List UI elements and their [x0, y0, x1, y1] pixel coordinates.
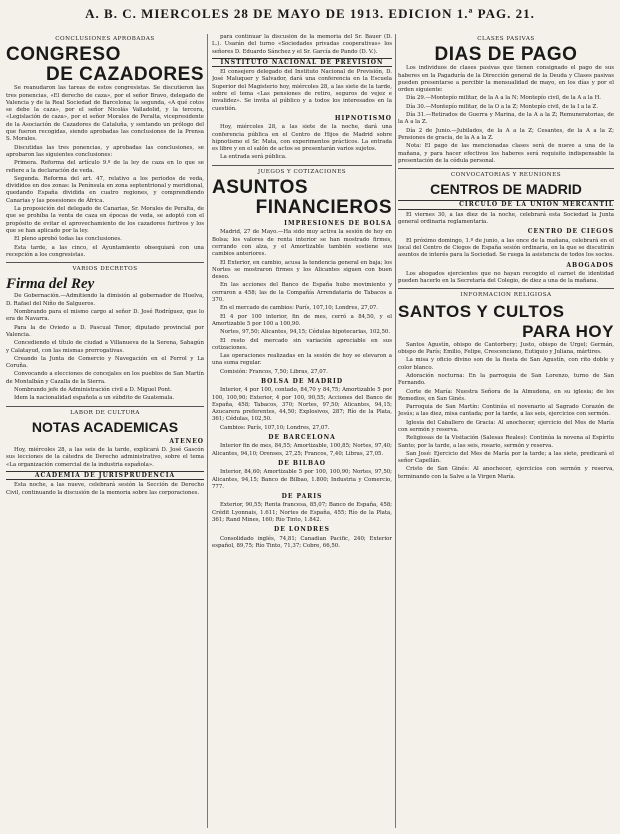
subheading: INSTITUTO NACIONAL DE PREVISION: [212, 58, 392, 67]
paragraph: Los individuos de clases pasivas que tienen consignado el pago de sus haberes en la Pagaduría de la Dirección general de la Deuda y Clases pasivas pueden presentarse a percibir la mensualidad de mayo, en los días y por el orden siguiente:: [398, 65, 614, 94]
paragraph: Esta noche, a las nueve, celebrará sesión la Sección de Derecho Civil, continuando la discusión de la memoria sobre las corporaciones.: [6, 482, 204, 496]
subheading: HIPNOTISMO: [334, 114, 392, 122]
column-1: [6, 34, 204, 828]
paragraph: Iglesia del Caballero de Gracia: Al anochecer, ejercicio del Mes de María con sermón y reserva.: [398, 419, 614, 433]
paragraph: Hoy, miércoles 28, a las siete de la noche, dará una conferencia pública en el Centro de Hijos de Madrid sobre hipnotismo el Sr. Mata, con experimentos prácticos. La entrada es libre y en el salón de actos se presentarán varios sujetos.: [212, 124, 392, 153]
paragraph: El viernes 30, a las diez de la noche, celebrará esta Sociedad la Junta general ordinaria reglamentaria.: [398, 211, 614, 226]
paragraph: Las operaciones realizadas en la sesión de hoy se elevaron a una suma regular.: [212, 353, 392, 367]
column-rule: [395, 34, 396, 828]
kicker: CONVOCATORIAS Y REUNIONES: [450, 172, 562, 179]
paragraph: El pleno aprobó todas las conclusiones.: [14, 236, 122, 243]
divider: [398, 168, 614, 169]
paragraph: La entrada será pública.: [220, 154, 287, 161]
paragraph: Día 29.—Montepío militar, de la A a la N; Montepío civil, de la A a la H.: [406, 95, 601, 102]
headline: CONGRESO: [6, 44, 121, 66]
paragraph: Interior, 4 por 100, contado, 84,70 y 84,75; Amortizable 5 por 100, 100,90; Exterior, 4 por 100, 90,55; Acciones del Banco de España, 458; Tabacos, 370; Nortes, 97,50; Alicantes, 94,15; Azucarera preferentes, 44,50; Explosivos, 287; Río de la Plata, 361; Cédulas, 102,50.: [212, 387, 392, 423]
headline: Firma del Rey: [6, 276, 95, 293]
paragraph: Nombrando para el mismo cargo al señor D. José Rodríguez, que lo era de Navarra.: [6, 309, 204, 323]
divider: [398, 288, 614, 289]
paragraph: Santos Agustín, obispo de Cantorbery; Justo, obispo de Urgel; Germán, obispo de París; Emilio, Felipe, Crescenciano, Eutiquio y Juliana, mártires.: [398, 341, 614, 356]
subheading: ACADEMIA DE JURISPRUDENCIA: [6, 471, 204, 480]
paragraph: Consolidado inglés, 74,81; Canadian Pacific, 240; Exterior español, 89,75; Río Tinto, 71,37; Cobre, 66,50.: [212, 535, 392, 549]
paragraph: La misa y oficio divino son de la fiesta de San Agustín, con rito doble y color blanco.: [398, 357, 614, 371]
subheading: DE LONDRES: [274, 526, 330, 534]
subheading: ATENEO: [169, 437, 204, 445]
paragraph: Interior, 84,60; Amortizable 5 por 100, 100,90; Nortes, 97,50; Alicantes, 94,15; Banco de Bilbao, 1.800; Industria y Comercio, 777.: [212, 469, 392, 490]
paragraph: El resto del mercado sin variación apreciable en sus cotizaciones.: [212, 337, 392, 351]
headline: ASUNTOS: [212, 177, 309, 199]
paragraph: Día 31.—Retirados de Guerra y Marina, de la A a la Z; Remuneratorias, de la A a la Z.: [398, 112, 614, 126]
subheading: DE BARCELONA: [268, 434, 336, 442]
paragraph: Hoy, miércoles 28, a las seis de la tarde, explicará D. José Gascón sus lecciones de la cátedra de Derecho administrativo, sobre el tema «La organización comercial de la industria española».: [6, 447, 204, 468]
paragraph: Los abogados ejercientes que no hayan recogido el carnet de identidad pueden hacerlo en la Secretaría del Colegio, de diez a una de la mañana.: [398, 270, 614, 285]
divider: [212, 165, 392, 166]
paragraph: El consejero delegado del Instituto Nacional de Previsión, D. José Maluquer y Salvador, dará una conferencia en la Escuela Superior del Magisterio hoy, miércoles 28, a las siete de la tarde, sobre el tema «Las pensiones de retiro, seguros de vejez e invalidez». Se invita al público y a todos los interesados en la cuestión.: [212, 69, 392, 112]
paragraph: Comisión: Francos, 7,50; Libras, 27,07.: [220, 368, 328, 375]
paragraph: Madrid, 27 de Mayo.—Ha sido muy activa la sesión de hoy en Bolsa; los valores de renta interior se han mostrado firmes, cerrando con alza, y el Amortizable también sostiene sus cambios anteriores.: [212, 229, 392, 258]
paragraph: Nortes, 97,50; Alicantes, 94,15; Cédulas hipotecarias, 102,50.: [220, 329, 391, 336]
column-3: [398, 34, 614, 828]
subheading: CENTRO DE CIEGOS: [527, 228, 614, 236]
paragraph: Esta tarde, a las cinco, el Ayuntamiento obsequiará con una recepción a los congresistas.: [6, 244, 204, 258]
column-rule: [207, 34, 208, 828]
paragraph: De Gobernación.—Admitiendo la dimisión al gobernador de Huelva, D. Rafael del Niño de Salgueros.: [6, 293, 204, 307]
paragraph: En el mercado de cambios: París, 107,10; Londres, 27,07.: [220, 305, 379, 312]
paragraph: Segunda. Reforma del art. 47, relativo a los periodos de veda, divididos en dos zonas: la Península en zona septentrional y meridional, quedando España dividida en cuatro regiones, y comprendiendo Canarias y las posesiones de África.: [6, 175, 204, 204]
headline: DE CAZADORES: [45, 64, 204, 86]
divider: [6, 406, 204, 407]
kicker: INFORMACION RELIGIOSA: [460, 292, 552, 299]
paragraph: para continuar la discusión de la memoria del Sr. Bauer (D. L.). Usarán del turno «Sociedades privadas cooperativas» los señores D. Eduardo Sánchez y el Sr. García de Pando (D. V.).: [212, 34, 392, 55]
paragraph: Corte de María: Nuestra Señora de la Almudena, en su iglesia; de los Remedios, en San Ginés.: [398, 388, 614, 402]
paragraph: San José: Ejercicio del Mes de María por la tarde; a las siete, predicará el señor Capellán.: [398, 450, 614, 465]
paragraph: Exterior, 90,55; Renta francesa, 85,07; Banco de España, 458; Crédit Lyonnais, 1.611; Nortes de España, 455; Río de la Plata, 361; Rand Mines, 160; Río Tinto, 1.842.: [212, 502, 392, 524]
headline: SANTOS Y CULTOS: [398, 301, 565, 321]
paragraph: Cambios: París, 107,10; Londres, 27,07.: [220, 424, 330, 431]
subheading: DE PARIS: [281, 493, 323, 501]
kicker: LABOR DE CULTURA: [70, 409, 140, 416]
kicker: CLASES PASIVAS: [477, 36, 535, 42]
paragraph: Concediendo el título de ciudad a Villanueva de la Serena, Sahagún y Calatayud, con las mismas prerrogativas.: [6, 340, 204, 354]
headline: CENTROS DE MADRID: [430, 181, 582, 198]
paragraph: En las acciones del Banco de España hubo movimiento y cerraron a 458; las de la Compañía Arrendataria de Tabacos a 370.: [212, 282, 392, 304]
headline: DIAS DE PAGO: [434, 44, 578, 66]
paragraph: Interior fin de mes, 84,55; Amortizable, 100,85; Nortes, 97,40; Alicantes, 94,10; Orenses, 27,25; Francos, 7,40; Libras, 27,05.: [212, 443, 392, 457]
subheading: ABOGADOS: [566, 261, 614, 269]
paragraph: Religiosas de la Visitación (Salesas Reales): Continúa la novena al Espíritu Santo; por la tarde, a las seis, rosario, sermón y reserva.: [398, 435, 614, 449]
paragraph: Creando la Junta de Comercio y Navegación en el Ferrol y La Coruña.: [6, 355, 204, 370]
paragraph: Convocando a elecciones de concejales en los pueblos de San Martín de Montalbán y Cazalla de la Sierra.: [6, 371, 204, 385]
paragraph: Nombrando jefe de Administración civil a D. Miguel Pont.: [14, 386, 172, 393]
paragraph: Adoración nocturna: En la parroquia de San Lorenzo, turno de San Fernando.: [398, 372, 614, 387]
paragraph: Parroquia de San Martín: Continúa el novenario al Sagrado Corazón de Jesús; a las diez, misa cantada; por la tarde, a las seis, ejercicios con sermón.: [398, 404, 614, 418]
paragraph: Día 2 de Junio.—Jubilados, de la A a la Z; Cesantes, de la A a la Z; Pensiones de gracia, de la A a la Z.: [398, 127, 614, 141]
subheading: CIRCULO DE LA UNION MERCANTIL: [398, 200, 614, 209]
paragraph: Se reanudaron las tareas de estos congresistas. Se discutieron las tres ponencias, «El derecho de caza», por el señor Bravo, delegado de Valencia y de la Real Sociedad de Barcelona; la segunda, «A qué cotos se debe la caza», por el señor Nicolás Valladolid, y la tercera, «Legislación de caza», por el señor Morales de Peralta, vicepresidente de la Asociación de Cazadores de Cataluña, y sentando un prólogo del que fueron recogidas, siendo aprobadas las conclusiones de la Prensa S. Morales.: [6, 85, 204, 143]
paragraph: La proposición del delegado de Canarias, Sr. Morales de Peralta, de que se prohíba la venta de caza en épocas de veda, se adoptó con el propósito de evitar el aprovechamiento de los cazadores furtivos y los que se han aplicado por la ley.: [6, 206, 204, 234]
subheading: DE BILBAO: [278, 459, 326, 467]
kicker: CONCLUSIONES APROBADAS: [55, 36, 155, 42]
column-2: [212, 34, 392, 828]
subheading: BOLSA DE MADRID: [260, 377, 344, 385]
paragraph: Nota: El pago de las mencionadas clases será de nueve a una de la mañana, y para hacer efectivos los haberes será requisito indispensable la presentación de la cédula personal.: [398, 143, 614, 164]
headline: NOTAS ACADEMICAS: [31, 418, 179, 435]
paragraph: Discutidas las tres ponencias, y aprobadas las conclusiones, se aprobaron las siguientes conclusiones:: [6, 144, 204, 158]
headline: FINANCIEROS: [255, 197, 392, 219]
divider: [6, 262, 204, 263]
paragraph: Para la de Oviedo a D. Pascual Tenor, diputado provincial por Valencia.: [6, 324, 204, 338]
headline: PARA HOY: [522, 321, 614, 341]
paragraph: Primera. Reforma del artículo 9.º de la ley de caza en lo que se refiere a la declaración de veda.: [6, 160, 204, 174]
masthead: A. B. C. MIERCOLES 28 DE MAYO DE 1913. EDICION 1.ª PAG. 21.: [85, 6, 535, 21]
paragraph: El próximo domingo, 1.º de junio, a las once de la mañana, celebrará en el local del Centro de Ciegos de España sesión ordinaria, en la que se discutirán asuntos de interés para la Sociedad. Se ruega la asistencia de todos los socios.: [398, 237, 614, 259]
paragraph: El Exterior, en cambio, acusa la tendencia general en baja; los Nortes se mostraron firmes y los Alicantes siguen con buen deseo.: [212, 259, 392, 281]
paragraph: Día 30.—Montepío militar, de la O a la Z; Montepío civil, de la I a la Z.: [406, 103, 598, 110]
kicker: JUEGOS Y COTIZACIONES: [257, 168, 347, 175]
paragraph: El 4 por 100 interior, fin de mes, cerró a 84,50, y el Amortizable 5 por 100 a 100,90.: [212, 313, 392, 327]
kicker: VARIOS DECRETOS: [72, 266, 138, 273]
paragraph: Cristo de San Ginés: Al anochecer, ejercicios con sermón y reserva, terminando con la Salve a la Virgen María.: [398, 466, 614, 480]
subheading: IMPRESIONES DE BOLSA: [284, 220, 392, 228]
paragraph: Idem la nacionalidad española a un súbdito de Guatemala.: [14, 395, 175, 402]
